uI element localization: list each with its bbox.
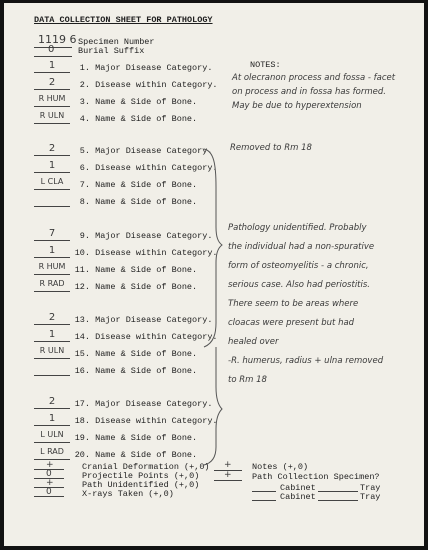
row-label	[72, 450, 197, 460]
row-blank-line	[34, 89, 70, 90]
row-blank-line	[34, 341, 70, 342]
row-number: 10.	[74, 248, 90, 258]
burial-suffix-value: 0	[48, 44, 55, 55]
row-number: 15.	[74, 349, 90, 359]
handwritten-note-line: At olecranon process and fossa - facet	[232, 73, 396, 83]
row-blank-line	[34, 189, 70, 190]
row-value: R ULN	[39, 346, 65, 355]
row-number: 8.	[79, 197, 90, 207]
row-blank-line	[34, 408, 70, 409]
footer-item-label: Path Unidentified (+,0)	[82, 480, 200, 490]
row-blank-line	[34, 72, 70, 73]
handwritten-note-line: There seem to be areas where	[228, 299, 359, 309]
row-label	[72, 114, 197, 124]
row-text: Name & Side of Bone.	[90, 197, 198, 207]
row-label	[72, 315, 212, 325]
row-number: 20.	[74, 450, 90, 460]
row-value: 7	[48, 228, 56, 239]
burial-suffix-line	[34, 56, 72, 57]
row-label	[72, 97, 197, 107]
footer-item-label: Cranial Deformation (+,0)	[82, 462, 210, 472]
row-label	[72, 366, 197, 376]
specimen-number-label: Specimen Number	[78, 37, 155, 47]
row-text: Name & Side of Bone.	[90, 180, 198, 190]
row-number: 4.	[79, 114, 90, 124]
row-blank-line	[34, 206, 70, 207]
row-number: 12.	[74, 282, 90, 292]
row-value: 2	[48, 396, 56, 407]
row-label	[72, 63, 212, 73]
handwritten-note-line: -R. humerus, radius + ulna removed	[228, 356, 384, 366]
row-number: 19.	[74, 433, 90, 443]
cabinet-label-2: Cabinet	[280, 492, 316, 502]
tray-line-1	[318, 491, 358, 492]
specimen-number-value: 1119 6	[38, 33, 77, 46]
row-value: 1	[48, 160, 56, 171]
row-blank-line	[34, 442, 70, 443]
row-value: 2	[48, 143, 56, 154]
tray-line-2	[318, 500, 358, 501]
row-blank-line	[34, 155, 70, 156]
data-collection-sheet	[4, 3, 424, 546]
row-label	[72, 146, 212, 156]
row-number: 11.	[74, 265, 90, 275]
row-blank-line	[34, 240, 70, 241]
footer-item-value: +	[46, 478, 54, 488]
row-label	[72, 332, 218, 342]
handwritten-note-line: healed over	[228, 337, 279, 347]
row-label	[72, 180, 197, 190]
row-text: Major Disease Category.	[90, 399, 213, 409]
footer-item-label: Projectile Points (+,0)	[82, 471, 200, 481]
handwritten-note-line: form of osteomyelitis - a chronic,	[228, 261, 369, 271]
row-text: Major Disease Category.	[90, 231, 213, 241]
row-text: Disease within Category.	[90, 248, 218, 258]
row-label	[72, 231, 212, 241]
row-label	[72, 399, 212, 409]
cabinet-line-1	[252, 491, 276, 492]
row-text: Major Disease Category.	[90, 146, 213, 156]
row-value: R RAD	[39, 279, 65, 288]
row-number: 9.	[79, 231, 90, 241]
footer-item-label: X-rays Taken (+,0)	[82, 489, 174, 499]
tray-label-2: Tray	[360, 492, 381, 502]
row-label	[72, 349, 197, 359]
row-text: Name & Side of Bone.	[90, 114, 198, 124]
row-blank-line	[34, 375, 70, 376]
row-text: Major Disease Category.	[90, 63, 213, 73]
row-text: Disease within Category.	[90, 80, 218, 90]
collection-value: +	[224, 470, 232, 480]
row-value: R ULN	[39, 111, 65, 120]
sheet-title: DATA COLLECTION SHEET FOR PATHOLOGY	[34, 15, 213, 25]
row-value: 1	[48, 245, 56, 256]
row-number: 13.	[74, 315, 90, 325]
footer-item-value: +	[46, 460, 54, 470]
row-value: R HUM	[38, 262, 66, 271]
row-value: L CLA	[40, 177, 64, 186]
row-blank-line	[34, 123, 70, 124]
row-text: Name & Side of Bone.	[90, 282, 198, 292]
handwritten-note-line: Pathology unidentified. Probably	[228, 223, 367, 233]
tray-label-1: Tray	[360, 483, 381, 493]
row-text: Disease within Category.	[90, 163, 218, 173]
row-blank-line	[34, 106, 70, 107]
handwritten-note-line: May be due to hyperextension	[232, 101, 362, 111]
row-blank-line	[34, 274, 70, 275]
cabinet-line-2	[252, 500, 276, 501]
row-label	[72, 163, 218, 173]
collection-line	[214, 480, 242, 481]
row-number: 1.	[79, 63, 90, 73]
collection-label: Path Collection Specimen?	[252, 472, 380, 482]
row-value: L ULN	[40, 430, 64, 439]
row-label	[72, 433, 197, 443]
row-value: R HUM	[38, 94, 66, 103]
row-value: 1	[48, 413, 56, 424]
row-blank-line	[34, 257, 70, 258]
handwritten-note-line: serious case. Also had periostitis.	[228, 280, 371, 290]
row-text: Major Disease Category.	[90, 315, 213, 325]
row-blank-line	[34, 324, 70, 325]
row-value: 2	[48, 77, 56, 88]
footer-item-line	[34, 496, 64, 497]
row-label	[72, 248, 218, 258]
row-blank-line	[34, 358, 70, 359]
row-text: Name & Side of Bone.	[90, 349, 198, 359]
notes-heading: NOTES:	[250, 60, 281, 70]
footer-item-value: 0	[46, 487, 52, 497]
row-value: 1	[48, 329, 56, 340]
footer-item-value: 0	[46, 469, 52, 479]
row-blank-line	[34, 425, 70, 426]
row-number: 2.	[79, 80, 90, 90]
cabinet-label-1: Cabinet	[280, 483, 316, 493]
row-blank-line	[34, 172, 70, 173]
row-blank-line	[34, 291, 70, 292]
row-number: 6.	[79, 163, 90, 173]
row-label	[72, 265, 197, 275]
row-number: 18.	[74, 416, 90, 426]
bracket-lines	[202, 147, 224, 467]
row-value: L RAD	[40, 447, 64, 456]
handwritten-note-line: to Rm 18	[228, 375, 267, 385]
handwritten-note-line: cloacas were present but had	[228, 318, 355, 328]
notes-flag-value: +	[224, 460, 232, 470]
row-label	[72, 416, 218, 426]
row-number: 16.	[74, 366, 90, 376]
notes-flag-label: Notes (+,0)	[252, 462, 309, 472]
row-number: 7.	[79, 180, 90, 190]
handwritten-note-line: on process and in fossa has formed.	[232, 87, 386, 97]
row-label	[72, 282, 197, 292]
row-label	[72, 197, 197, 207]
row-number: 5.	[79, 146, 90, 156]
burial-suffix-label: Burial Suffix	[78, 46, 145, 56]
row-value: 1	[48, 60, 56, 71]
handwritten-note-line: Removed to Rm 18	[230, 143, 312, 153]
row-number: 17.	[74, 399, 90, 409]
row-label	[72, 80, 218, 90]
row-text: Name & Side of Bone.	[90, 433, 198, 443]
row-text: Disease within Category.	[90, 416, 218, 426]
row-text: Name & Side of Bone.	[90, 265, 198, 275]
handwritten-note-line: the individual had a non-spurative	[228, 242, 375, 252]
row-value: 2	[48, 312, 56, 323]
row-number: 14.	[74, 332, 90, 342]
row-number: 3.	[79, 97, 90, 107]
row-text: Name & Side of Bone.	[90, 366, 198, 376]
row-text: Name & Side of Bone.	[90, 97, 198, 107]
row-text: Name & Side of Bone.	[90, 450, 198, 460]
row-text: Disease within Category.	[90, 332, 218, 342]
